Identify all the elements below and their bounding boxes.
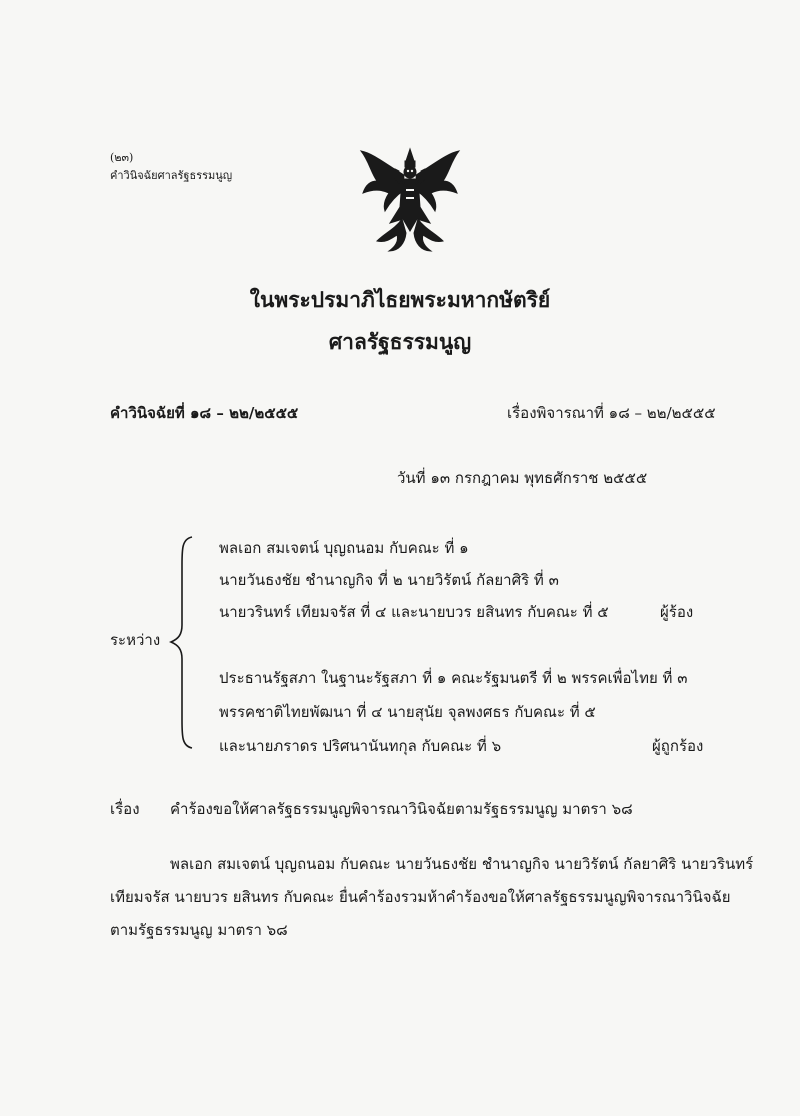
- petitioner-role: ผู้ร้อง: [660, 603, 694, 621]
- garuda-emblem-icon: [355, 145, 465, 255]
- body-line-3: ตามรัฐธรรมนูญ มาตรา ๖๘: [110, 921, 288, 939]
- subject-label: เรื่อง: [110, 800, 140, 818]
- page-number: (๒๓): [110, 151, 134, 164]
- subject-text: คำร้องขอให้ศาลรัฐธรรมนูญพิจารณาวินิจฉัยตามรัฐธรรมนูญ มาตรา ๖๘: [170, 800, 633, 818]
- respondent-line-2: พรรคชาติไทยพัฒนา ที่ ๔ นายสุนัย จุลพงศธร กับคณะ ที่ ๕: [219, 703, 596, 721]
- title-royal: ในพระปรมาภิไธยพระมหากษัตริย์: [249, 287, 551, 312]
- respondent-line-1: ประธานรัฐสภา ในฐานะรัฐสภา ที่ ๑ คณะรัฐมนตรี ที่ ๒ พรรคเพื่อไทย ที่ ๓: [219, 669, 688, 687]
- respondent-line-3: และนายภราดร ปริศนานันทกุล กับคณะ ที่ ๖: [219, 737, 502, 755]
- petitioner-line-1: พลเอก สมเจตน์ บุญถนอม กับคณะ ที่ ๑: [219, 539, 469, 557]
- case-number: เรื่องพิจารณาที่ ๑๘ – ๒๒/๒๕๕๕: [507, 404, 716, 422]
- title-court: ศาลรัฐธรรมนูญ: [328, 329, 472, 354]
- ruling-date: วันที่ ๑๓ กรกฎาคม พุทธศักราช ๒๕๕๕: [397, 469, 648, 487]
- body-line-2: เทียมจรัส นายบวร ยสินทร กับคณะ ยื่นคำร้องรวมห้าคำร้องขอให้ศาลรัฐธรรมนูญพิจารณาวินิจฉัย: [110, 888, 731, 906]
- respondent-role: ผู้ถูกร้อง: [652, 737, 704, 755]
- ruling-number: คำวินิจฉัยที่ ๑๘ – ๒๒/๒๕๕๕: [110, 404, 299, 422]
- petitioner-line-3: นายวรินทร์ เทียมจรัส ที่ ๔ และนายบวร ยสินทร กับคณะ ที่ ๕: [219, 603, 609, 621]
- between-label: ระหว่าง: [110, 631, 161, 649]
- org-label: คำวินิจฉัยศาลรัฐธรรมนูญ: [110, 169, 233, 182]
- body-line-1: พลเอก สมเจตน์ บุญถนอม กับคณะ นายวันธงชัย ชำนาญกิจ นายวิรัตน์ กัลยาศิริ นายวรินทร์: [170, 855, 754, 873]
- curly-brace-icon: [168, 535, 198, 750]
- petitioner-line-2: นายวันธงชัย ชำนาญกิจ ที่ ๒ นายวิรัตน์ กัลยาศิริ ที่ ๓: [219, 571, 559, 589]
